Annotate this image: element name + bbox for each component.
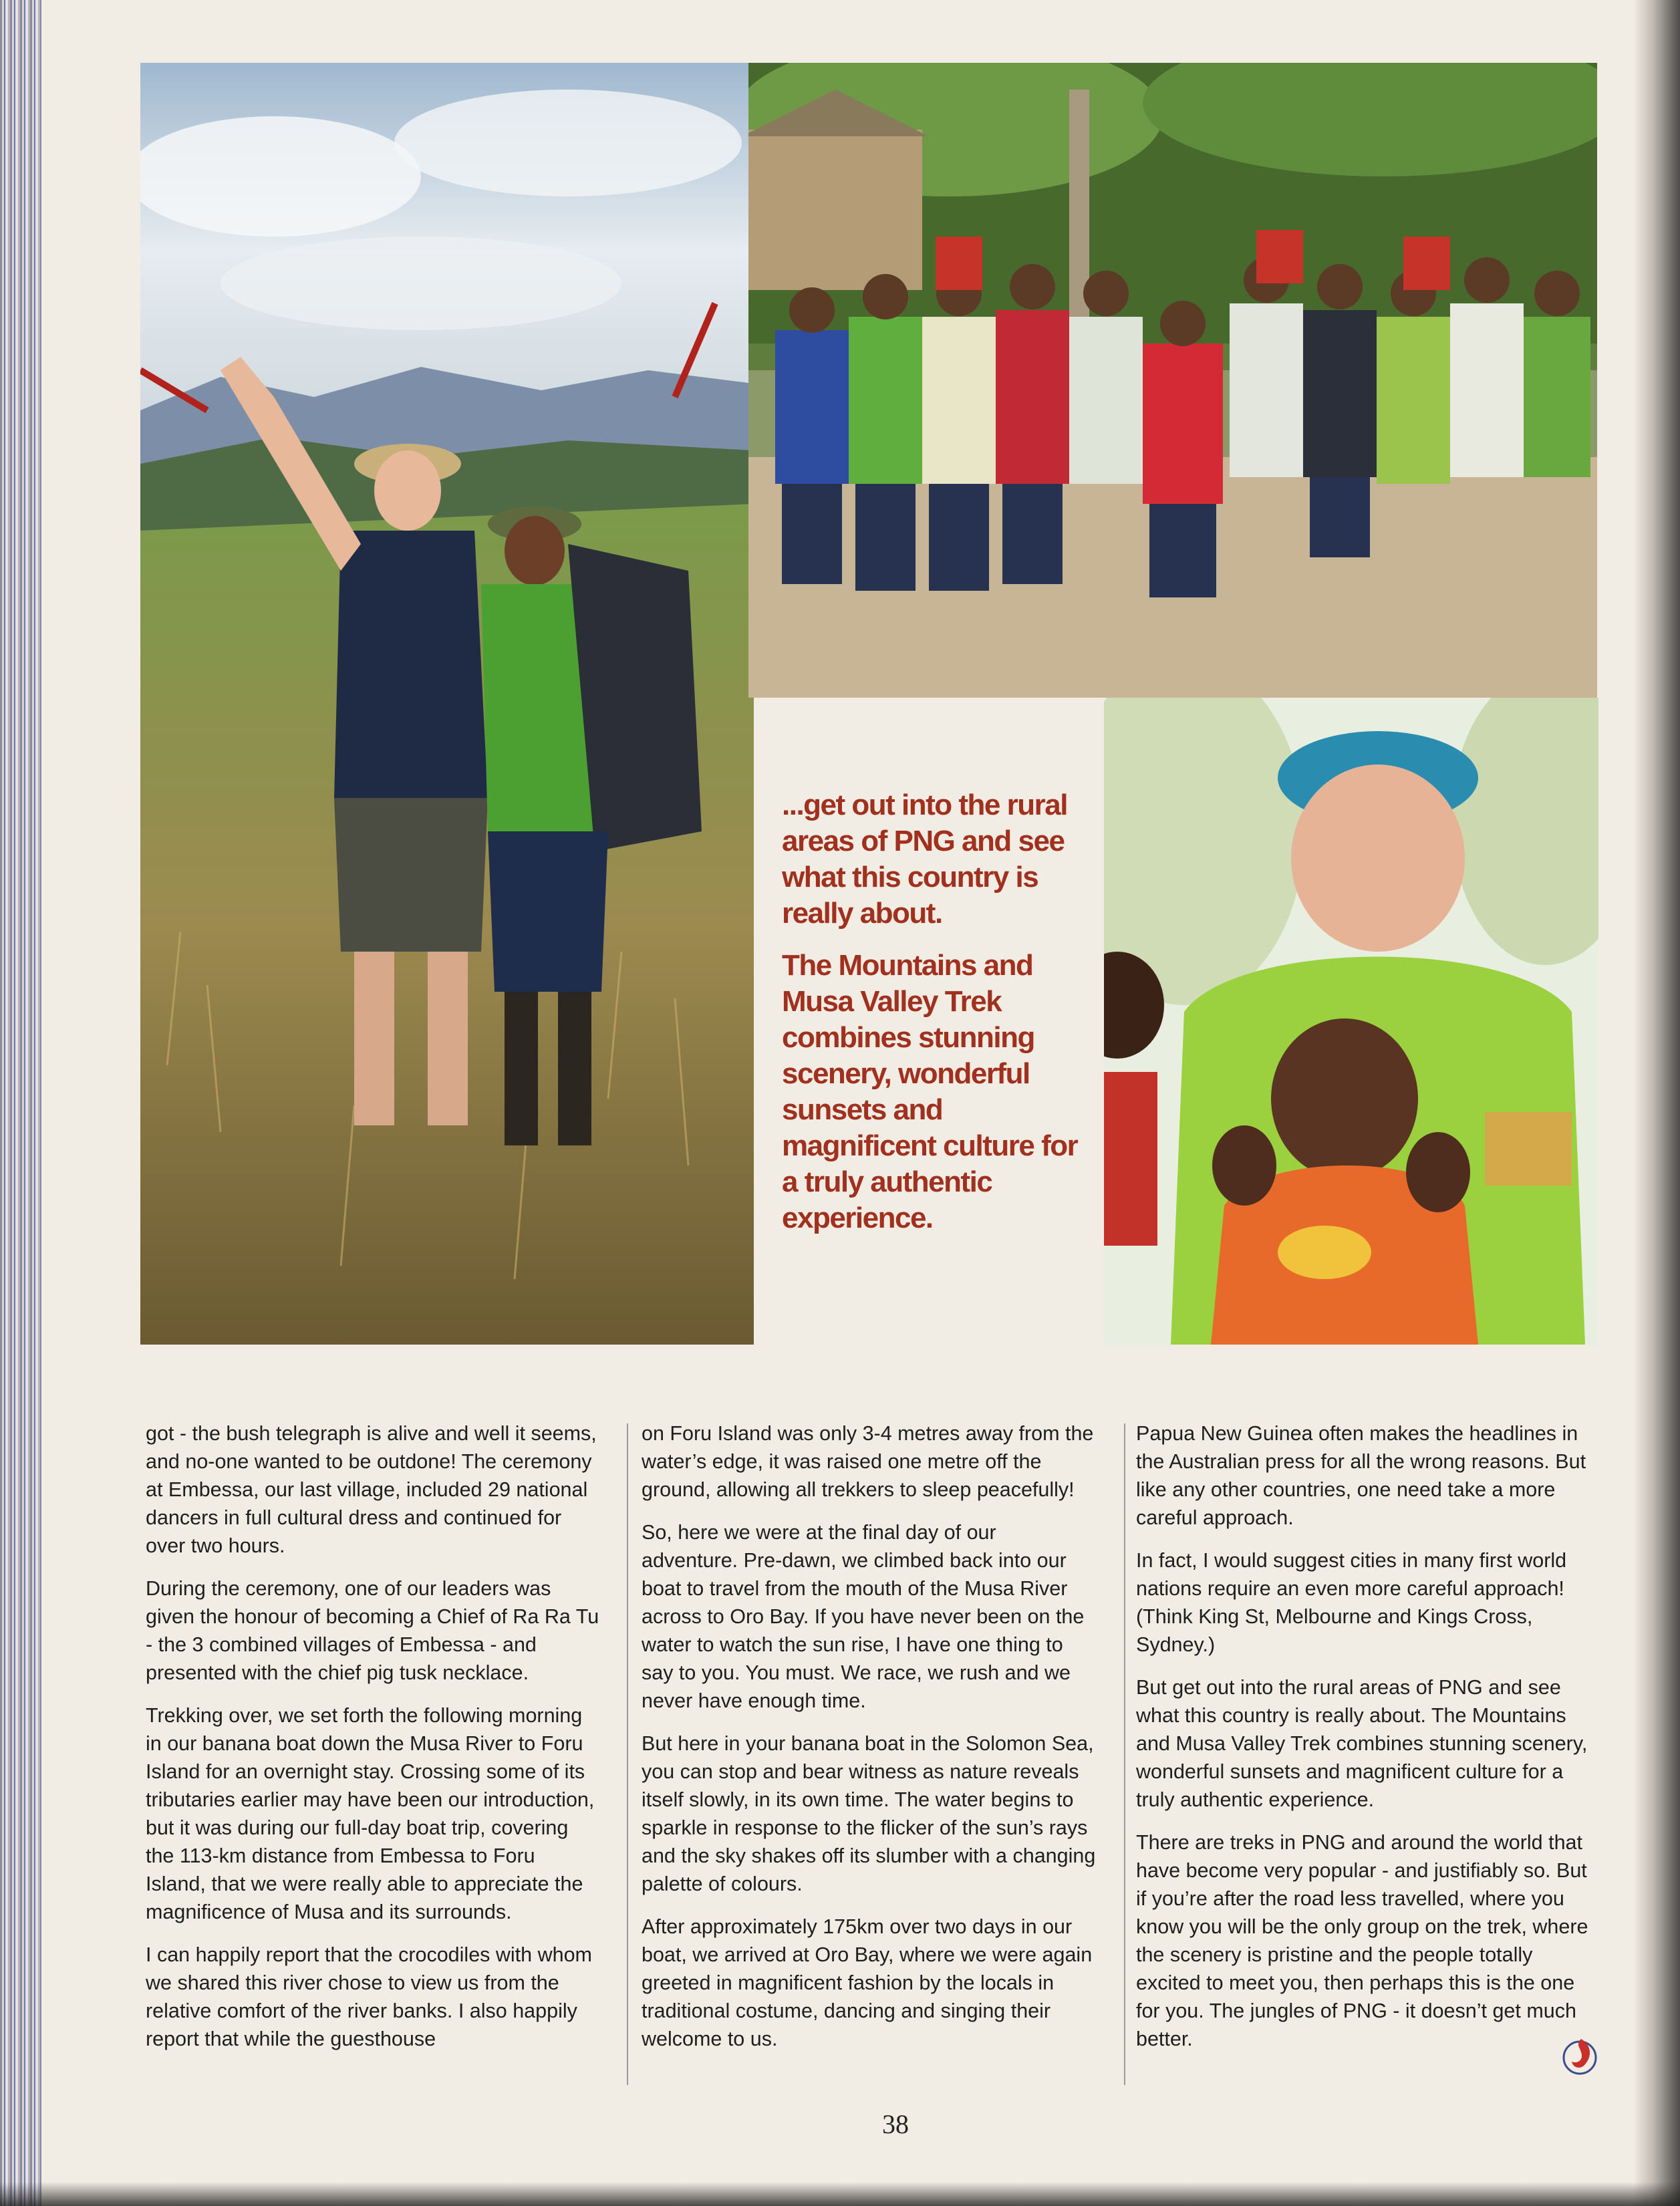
- pull-quote: [782, 787, 1096, 1252]
- paragraph: But get out into the rural areas of PNG and see what this country is really about. The Mountains and Musa Valley Trek combines stunning scenery, wonderful sunsets and magnificent culture for a truly authentic experience.: [1136, 1676, 1588, 1811]
- binding-shadow: [1633, 0, 1680, 2206]
- paragraph: During the ceremony, one of our leaders was given the honour of becoming a Chief of Ra Ra Tu - the 3 combined villages of Embessa - and presented with the chief pig tusk necklace.: [146, 1577, 599, 1684]
- pull-quote-line-2: The Mountains and Musa Valley Trek combines stunning scenery, wonderful sunsets and magnificent culture for a truly authentic experience.: [782, 949, 1078, 1234]
- bottom-edge-shadow: [0, 2182, 1680, 2206]
- photo-woman-and-child: [1104, 698, 1598, 1345]
- magazine-page-edges: [0, 0, 41, 2206]
- paragraph: I can happily report that the crocodiles with whom we shared this river chose to view us from the relative comfort of the river banks. I also happily report that while the guesthouse: [146, 1943, 592, 2050]
- paragraph: on Foru Island was only 3-4 metres away from the water’s edge, it was raised one metre off the ground, allowing all trekkers to sleep peacefully!: [642, 1422, 1094, 1501]
- photo-hilltop-trekkers: [140, 63, 754, 1345]
- pull-quote-line-1: ...get out into the rural areas of PNG and see what this country is really about.: [782, 789, 1067, 930]
- magazine-logo-icon: [1561, 2035, 1598, 2076]
- article-column-2: [642, 1419, 1096, 2068]
- paragraph: But here in your banana boat in the Solomon Sea, you can stop and bear witness as nature reveals itself slowly, in its own time. The water begins to sparkle in response to the flicker of the sun’s rays and the sky shakes off its slumber with a changing palette of colours.: [642, 1732, 1096, 1895]
- paragraph: got - the bush telegraph is alive and well it seems, and no-one wanted to be outdone! The ceremony at Embessa, our last village, included 29 national dancers in full cultural dress and continued for over two hours.: [146, 1422, 597, 1557]
- photo-trek-group: [748, 63, 1597, 698]
- column-divider: [1124, 1423, 1125, 2085]
- column-divider: [627, 1423, 628, 2085]
- paragraph: There are treks in PNG and around the world that have become very popular - and justifiably so. But if you’re after the road less travelled, where you know you will be the only group on the trek, where the scenery is pristine and the people totally excited to meet you, then perhaps this is the one for you. The jungles of PNG - it doesn’t get much better.: [1136, 1831, 1588, 2050]
- article-column-1: [146, 1419, 600, 2068]
- paragraph: Papua New Guinea often makes the headlines in the Australian press for all the wrong reasons. But like any other countries, one need take a more careful approach.: [1136, 1422, 1586, 1529]
- page-number: 38: [882, 2109, 909, 2139]
- paragraph: In fact, I would suggest cities in many first world nations require an even more careful approach! (Think King St, Melbourne and Kings Cross, Sydney.): [1136, 1549, 1567, 1656]
- paragraph: Trekking over, we set forth the following morning in our banana boat down the Musa River to Foru Island for an overnight stay. Crossing some of its tributaries earlier may have been our introduction, but it was during our full-day boat trip, covering the 113-km distance from Embessa to Foru Island, that we were really able to appreciate the magnificence of Musa and its surrounds.: [146, 1704, 595, 1923]
- article-column-3: [1136, 1419, 1590, 2068]
- paragraph: So, here we were at the final day of our adventure. Pre-dawn, we climbed back into our boat to travel from the mouth of the Musa River across to Oro Bay. If you have never been on the water to watch the sun rise, I have one thing to say to you. You must. We race, we rush and we never have enough time.: [642, 1521, 1085, 1712]
- paragraph: After approximately 175km over two days in our boat, we arrived at Oro Bay, where we were again greeted in magnificent fashion by the locals in traditional costume, dancing and singing their welcome to us.: [642, 1915, 1093, 2050]
